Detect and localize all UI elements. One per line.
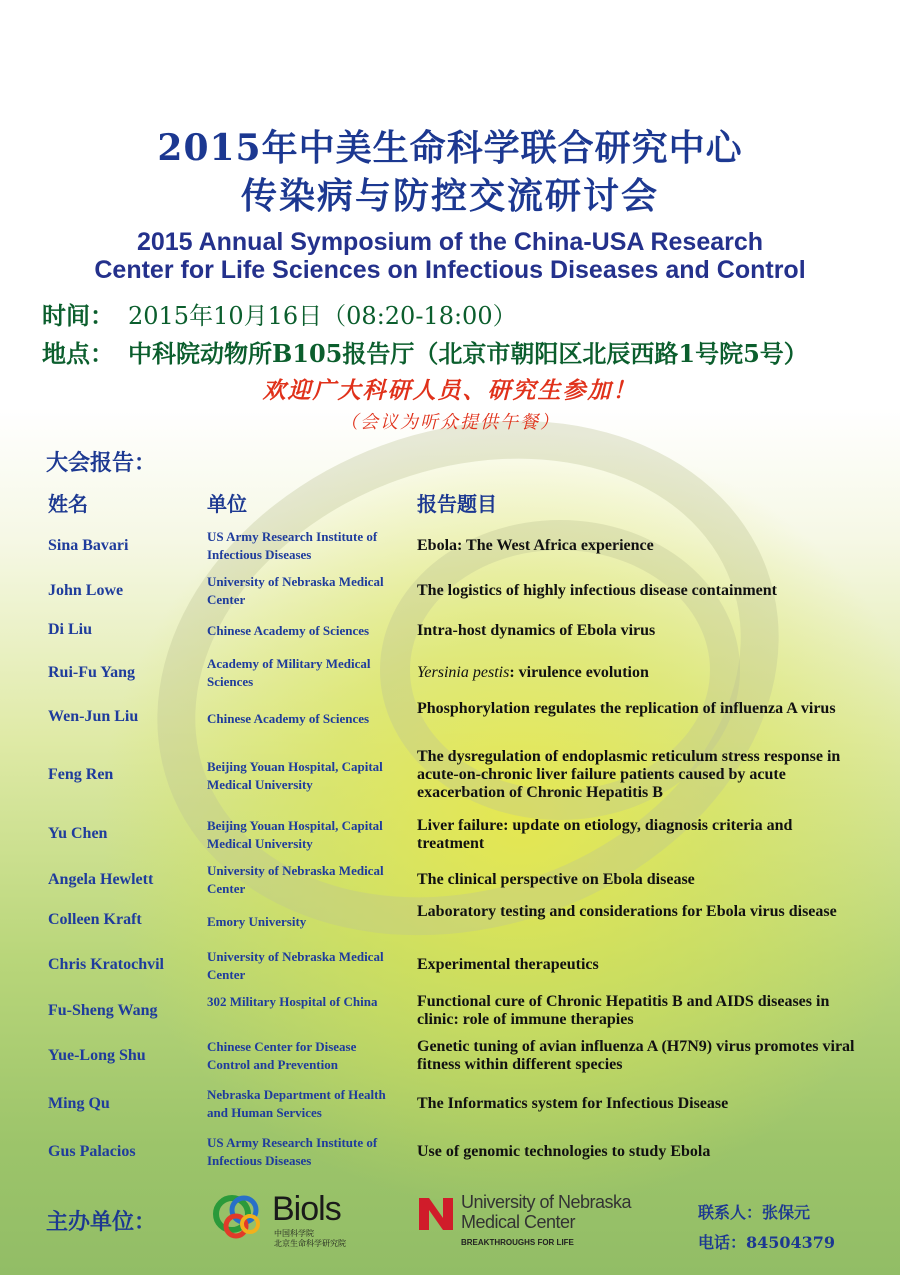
section-title: 大会报告： <box>46 450 157 476</box>
header-affiliation: 单位 <box>207 492 247 516</box>
title-cn-line2: 传染病与防控交流研讨会 <box>240 175 659 217</box>
speaker-name: Chris Kratochvil <box>48 956 164 973</box>
contact-person: 联系人：张保元 <box>698 1203 811 1222</box>
speaker-topic: Use of genomic technologies to study Ebola <box>417 1143 711 1160</box>
speaker-topic: Experimental therapeutics <box>417 956 599 973</box>
speaker-topic: Genetic tuning of avian influenza A (H7N9) virus promotes viral fitness within different species <box>417 1038 855 1073</box>
event-time <box>42 296 517 331</box>
unmc-n-icon <box>415 1194 457 1234</box>
speaker-name: Feng Ren <box>48 766 114 783</box>
speaker-affiliation: Nebraska Department of Health and Human Services <box>207 1087 386 1120</box>
speaker-affiliation: Beijing Youan Hospital, Capital Medical University <box>207 818 383 851</box>
unmc-line2: Medical Center <box>461 1212 576 1232</box>
title-en-line2: Center for Life Sciences on Infectious Diseases and Control <box>94 256 806 284</box>
speaker-topic: The clinical perspective on Ebola disease <box>417 871 695 888</box>
speaker-affiliation: Beijing Youan Hospital, Capital Medical University <box>207 759 383 792</box>
speaker-name: Rui-Fu Yang <box>48 664 135 681</box>
speaker-name: Wen-Jun Liu <box>48 708 139 725</box>
unmc-line1: University of Nebraska <box>461 1192 632 1212</box>
speaker-topic: Phosphorylation regulates the replication of influenza A virus <box>417 700 836 717</box>
speaker-name: Colleen Kraft <box>48 911 142 928</box>
speaker-topic: Liver failure: update on etiology, diagnosis criteria and treatment <box>417 817 793 852</box>
speaker-topic: Functional cure of Chronic Hepatitis B and AIDS diseases in clinic: role of immune therapies <box>417 993 830 1028</box>
biols-sub2: 北京生命科学研究院 <box>274 1239 346 1248</box>
speaker-name: Gus Palacios <box>48 1143 136 1160</box>
organizers-label: 主办单位： <box>46 1209 157 1235</box>
speaker-affiliation: Academy of Military Medical Sciences <box>207 656 371 689</box>
speaker-topic <box>417 664 857 682</box>
biols-name: Biols <box>272 1190 341 1228</box>
speaker-name: Angela Hewlett <box>48 871 154 888</box>
contact-phone: 电话：84504379 <box>698 1233 836 1252</box>
speaker-affiliation: Chinese Academy of Sciences <box>207 623 370 638</box>
speaker-affiliation: US Army Research Institute of Infectious Diseases <box>207 529 378 562</box>
speaker-name: Sina Bavari <box>48 537 129 554</box>
speaker-name: Di Liu <box>48 621 93 638</box>
speaker-name: Yue-Long Shu <box>48 1047 146 1064</box>
speaker-name: John Lowe <box>48 582 124 599</box>
title-cn-line1: 2015年中美生命科学联合研究中心 <box>157 127 743 169</box>
speaker-affiliation: University of Nebraska Medical Center <box>207 949 384 982</box>
header-name: 姓名 <box>48 492 88 516</box>
unmc-tagline: BREAKTHROUGHS FOR LIFE <box>461 1238 574 1247</box>
welcome-text: 欢迎广大科研人员、研究生参加！ <box>262 377 638 404</box>
speaker-topic: Intra-host dynamics of Ebola virus <box>417 622 656 639</box>
location-value: 中科院动物所B105报告厅（北京市朝阳区北辰西路1号院5号） <box>128 339 808 368</box>
unmc-logo <box>415 1192 650 1252</box>
speaker-affiliation: Chinese Center for Disease Control and Prevention <box>207 1039 357 1072</box>
speaker-affiliation: Emory University <box>207 914 307 929</box>
title-en-line1: 2015 Annual Symposium of the China-USA Research <box>136 228 764 256</box>
speaker-affiliation: US Army Research Institute of Infectious Diseases <box>207 1135 378 1168</box>
location-label: 地点： <box>42 339 114 368</box>
speaker-name: Yu Chen <box>48 825 108 842</box>
lunch-note: （会议为听众提供午餐） <box>340 412 560 433</box>
speaker-affiliation: 302 Military Hospital of China <box>207 994 378 1009</box>
speaker-name: Ming Qu <box>48 1095 110 1112</box>
topic-italic: Yersinia pestis <box>417 664 510 681</box>
speaker-affiliation: University of Nebraska Medical Center <box>207 574 384 607</box>
header-topic: 报告题目 <box>417 492 497 516</box>
biols-logo <box>210 1190 370 1250</box>
topic-rest: : virulence evolution <box>509 664 649 681</box>
speaker-affiliation: Chinese Academy of Sciences <box>207 711 370 726</box>
event-location <box>42 334 808 369</box>
biols-sub1: 中国科学院 <box>274 1229 314 1238</box>
time-value: 2015年10月16日（08:20-18:00） <box>128 302 517 330</box>
speaker-name: Fu-Sheng Wang <box>48 1002 158 1019</box>
speaker-topic: Laboratory testing and considerations for Ebola virus disease <box>417 903 837 920</box>
speaker-topic: The logistics of highly infectious disease containment <box>417 582 778 599</box>
time-label: 时间： <box>42 301 114 330</box>
speaker-topic: The dysregulation of endoplasmic reticulum stress response in acute-on-chronic liver failure patients caused by acute exacerbation of Chronic Hepatitis B <box>417 748 841 801</box>
speaker-topic: The Informatics system for Infectious Disease <box>417 1095 729 1112</box>
speaker-affiliation: University of Nebraska Medical Center <box>207 863 384 896</box>
speaker-topic: Ebola: The West Africa experience <box>417 537 654 554</box>
